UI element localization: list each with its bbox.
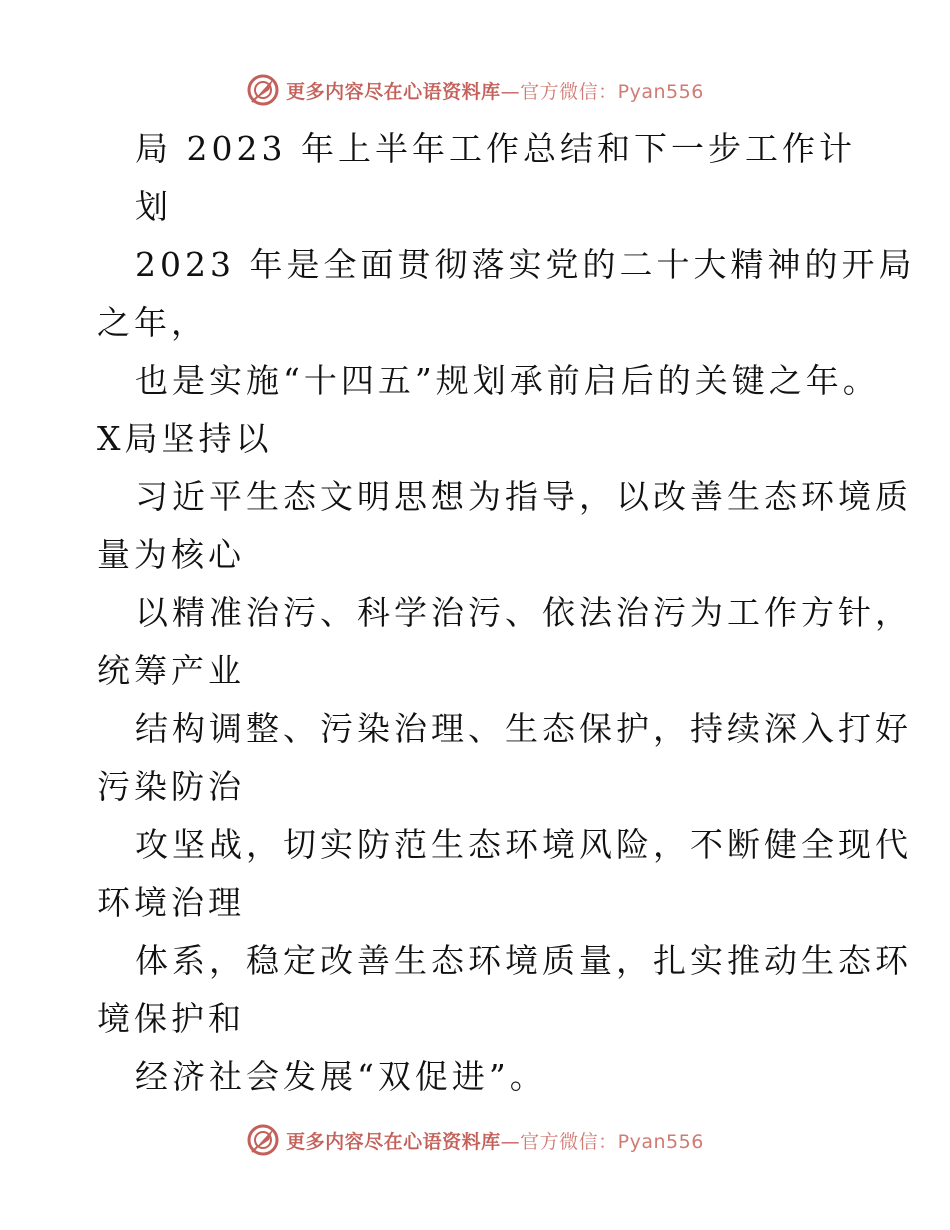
watermark-brand: 更多内容尽在心语资料库 — [286, 1130, 501, 1153]
doc-line: 结构调整、污染治理、生态保护，持续深入打好 — [135, 709, 912, 748]
watermark-wechat: 官方微信：Pyan556 — [520, 1130, 704, 1153]
doc-line: 2023 年是全面贯彻落实党的二十大精神的开局 — [135, 245, 916, 284]
quill-logo-icon — [246, 1123, 280, 1157]
document-body — [97, 120, 916, 1106]
doc-line: 以精准治污、科学治污、依法治污为工作方针， — [135, 593, 912, 632]
footer-watermark — [0, 1120, 950, 1160]
doc-line: 环境治理 — [97, 883, 245, 922]
watermark-wechat: 官方微信：Pyan556 — [520, 80, 704, 103]
doc-line: 也是实施“十四五”规划承前启后的关键之年。 — [135, 361, 880, 400]
watermark-separator: — — [500, 80, 521, 103]
doc-line: 之年， — [97, 303, 208, 342]
doc-line: 习近平生态文明思想为指导，以改善生态环境质 — [135, 477, 912, 516]
doc-line: 体系，稳定改善生态环境质量，扎实推动生态环 — [135, 941, 912, 980]
doc-line: 统筹产业 — [97, 651, 245, 690]
watermark-brand: 更多内容尽在心语资料库 — [286, 80, 501, 103]
doc-title-line-1: 局 2023 年上半年工作总结和下一步工作计 — [135, 129, 856, 168]
doc-title-line-2: 划 — [135, 187, 172, 226]
doc-line: 经济社会发展“双促进”。 — [135, 1057, 547, 1096]
quill-logo-icon — [246, 73, 280, 107]
doc-line: 境保护和 — [97, 999, 245, 1038]
watermark-separator: — — [500, 1130, 521, 1153]
doc-line: X局坚持以 — [97, 419, 273, 458]
doc-line: 量为核心 — [97, 535, 245, 574]
doc-line: 污染防治 — [97, 767, 245, 806]
doc-line: 攻坚战，切实防范生态环境风险，不断健全现代 — [135, 825, 912, 864]
header-watermark — [0, 70, 950, 110]
